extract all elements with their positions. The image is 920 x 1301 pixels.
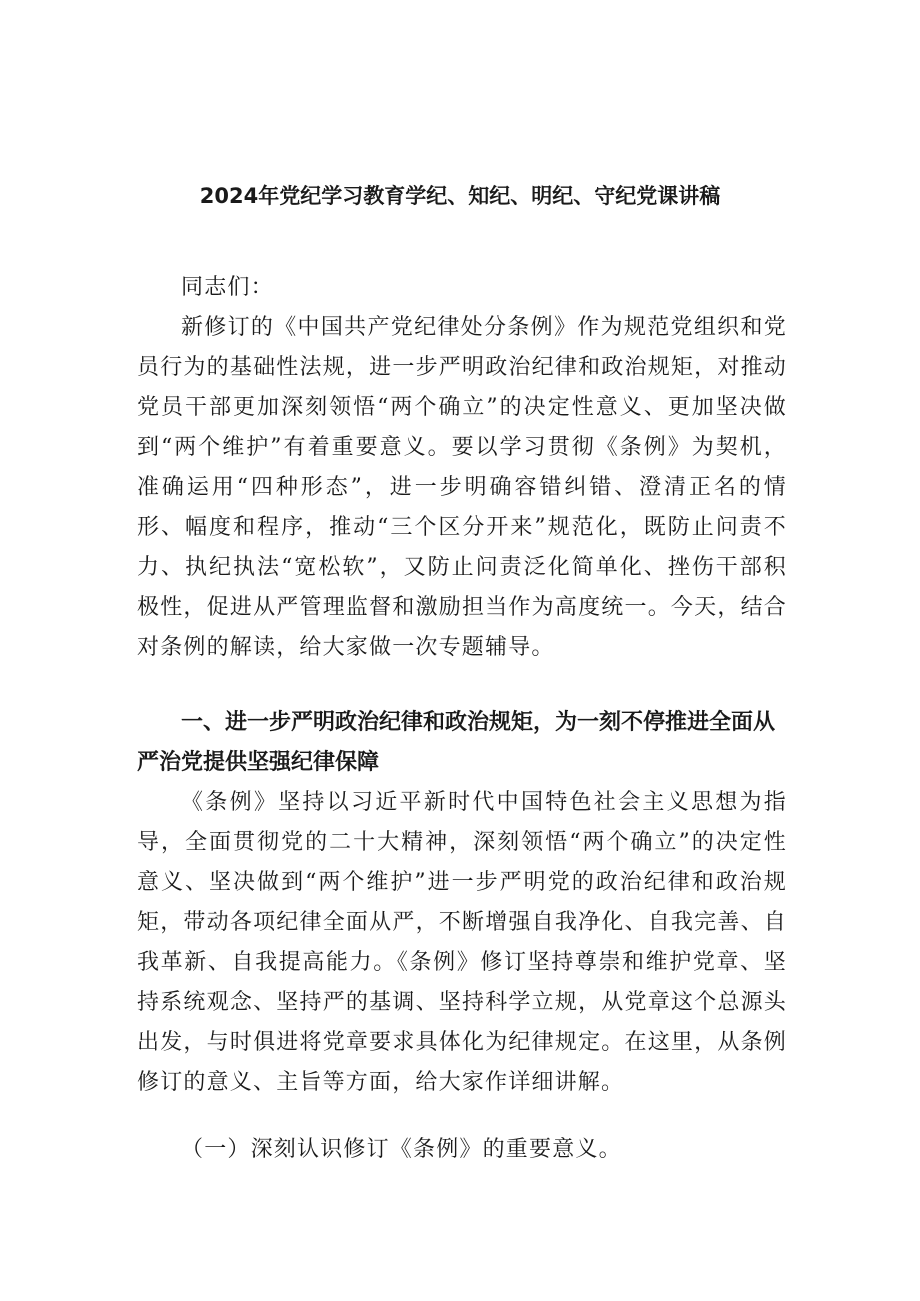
subsection-heading-1: （一）深刻认识修订《条例》的重要意义。 xyxy=(181,1137,622,1162)
section-heading-1: 一、进一步严明政治纪律和政治规矩，为一刻不停推进全面从严治党提供坚强纪律保障 xyxy=(137,710,776,775)
section-1-paragraph: 《条例》坚持以习近平新时代中国特色社会主义思想为指导，全面贯彻党的二十大精神，深刻领悟“两个确立”的决定性意义、坚决做到“两个维护”进一步严明党的政治纪律和政治规矩，带动各项纪律全面从严，不断增强自我净化、自我完善、自我革新、自我提高能力。《条例》修订坚持尊崇和维护党章、坚持系统观念、坚持严的基调、坚持科学立规，从党章这个总源头出发，与时俱进将党章要求具体化为纪律规定。在这里，从条例修订的意义、主旨等方面，给大家作详细讲解。 xyxy=(137,790,787,1095)
document-title: 2024年党纪学习教育学纪、知纪、明纪、守纪党课讲稿 xyxy=(199,184,721,208)
greeting: 同志们： xyxy=(181,275,274,300)
intro-paragraph: 新修订的《中国共产党纪律处分条例》作为规范党组织和党员行为的基础性法规，进一步严明政治纪律和政治规矩，对推动党员干部更加深刻领悟“两个确立”的决定性意义、更加坚决做到“两个维护”有着重要意义。要以学习贯彻《条例》为契机，准确运用“四种形态”，进一步明确容错纠错、澄清正名的情形、幅度和程序，推动“三个区分开来”规范化，既防止问责不力、执纪执法“宽松软”，又防止问责泛化简单化、挫伤干部积极性，促进从严管理监督和激励担当作为高度统一。今天，结合对条例的解读，给大家做一次专题辅导。 xyxy=(137,315,787,660)
